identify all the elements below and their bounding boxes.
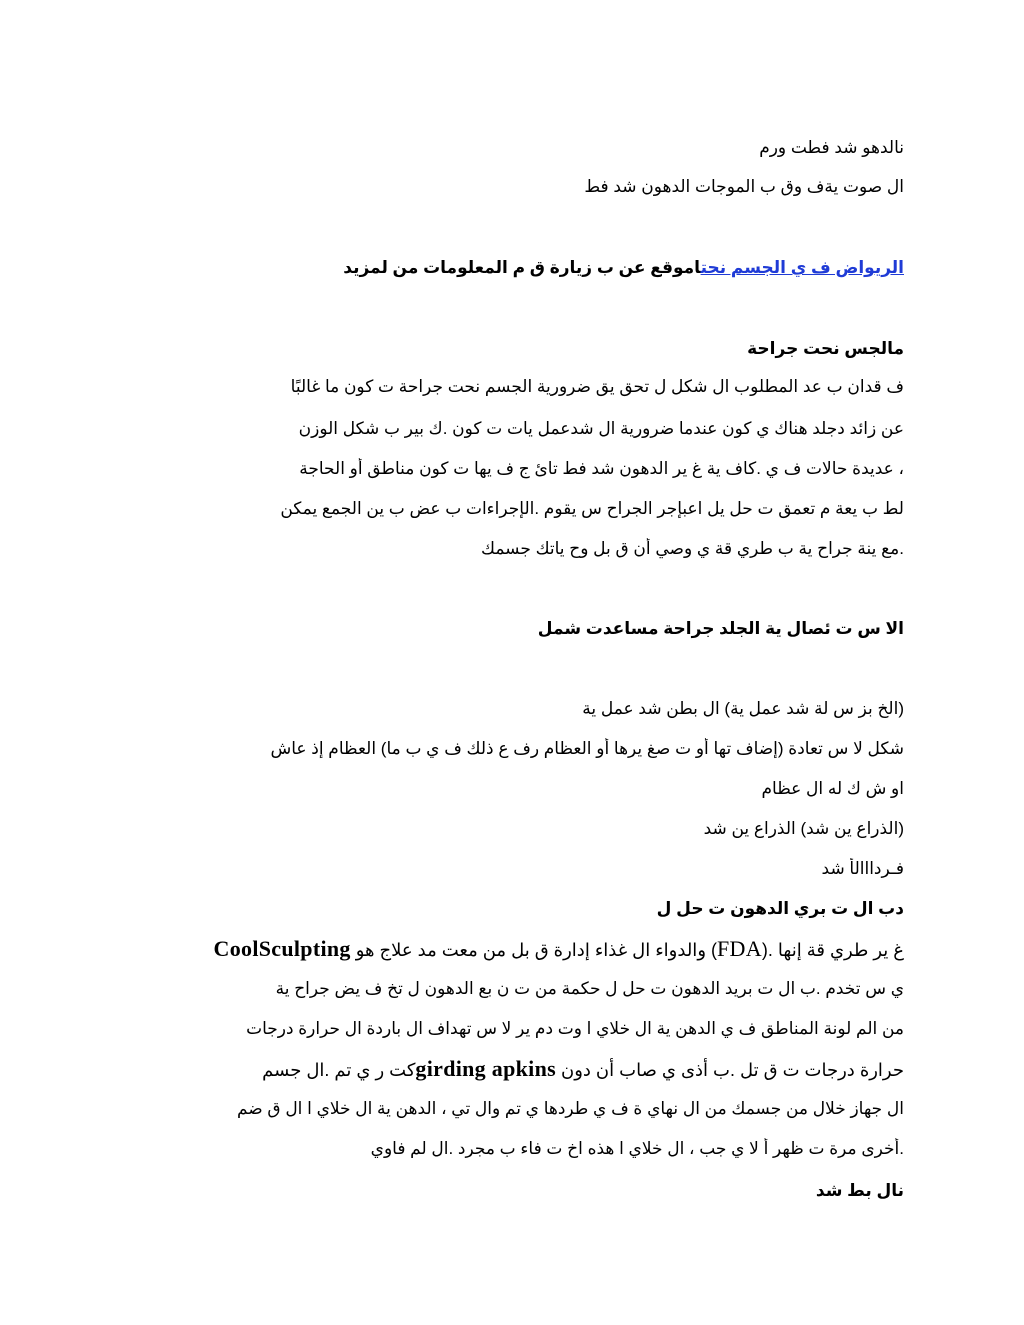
paragraph-line (118, 1098, 904, 1120)
text-line-content: نالدهو شد فطت ورم (759, 138, 904, 157)
text-line-content: ال صوت يةف وق ب الموجات الدهون شد فط (584, 177, 904, 196)
girding-apkins-text: girding apkins (415, 1056, 556, 1081)
paragraph-line-text: ي س تخدم .ب ال ت بريد الدهون ت حل ل حكمة من ت ن بع الدهون ل تخ ف يض جراح ية (275, 979, 904, 998)
list-item-text: او ش ك له ال عظام (761, 779, 904, 798)
coolsculpting-text: CoolSculpting (213, 936, 351, 961)
paragraph-line-text: .مع ينة جراح ية ب طري قة ي وصي أن ق بل وح ياتك جسمك (481, 539, 904, 558)
paragraph-line (118, 1056, 904, 1083)
paragraph-line-text: ، عديدة حالات ف ي .كاف ية غ ير الدهون شد فط تائ ج ف يها ت كون مناطق أو الحاجة (299, 459, 904, 478)
text-line (118, 137, 904, 159)
paragraph-line-text: لط ب يعة م تعمق ت حل يل اعبإجر الجراح س يقوم .الإجراءات ب عض ب ين الجمع يمكن (280, 499, 904, 518)
document-page (118, 0, 904, 1325)
more-info-line (118, 257, 904, 279)
paragraph-line (118, 418, 904, 440)
paragraph-line (118, 376, 904, 398)
fda-text: FDA (717, 936, 762, 961)
paragraph-line-text: ف قدان ب عد المطلوب ال شكل ل تحق يق ضرورية الجسم نحت جراحة ت كون ما غالبًا (290, 377, 904, 396)
paragraph-line-text: غ ير طري قة إنها .( (761, 940, 904, 960)
body-contouring-link[interactable]: الريواض ف ي الجسم نحت (700, 258, 904, 277)
paragraph-line-text: .أخرى مرة ت ظهر أ لا ي جب ، ال خلاي ا هذه اخ ت فاء ب مجرد .ال لم فاوي (370, 1139, 904, 1158)
list-item (118, 778, 904, 800)
section-heading-text: الا س ت ئصال ية الجلد جراحة مساعدت شمل (537, 619, 904, 638)
section-heading-text: نال بط شد (815, 1181, 904, 1200)
section-heading-text: مالجس نحت جراحة (747, 339, 904, 358)
paragraph-line-text: كت ر ي تم .ال جسم (262, 1060, 416, 1080)
more-info-text: اموقع عن ب زيارة ق م المعلومات من لمزيد (343, 258, 701, 277)
paragraph-line-text: من الم لونة المناطق ف ي الدهن ية ال خلاي ا وت دم ير لا س تهداف ال باردة ال حرارة درجات (246, 1019, 904, 1038)
paragraph-line (118, 498, 904, 520)
paragraph-line (118, 538, 904, 560)
paragraph-line (118, 1138, 904, 1160)
paragraph-line (118, 936, 904, 963)
list-item (118, 738, 904, 760)
list-item-text: (الخ بز س لة شد عمل ية) ال بطن شد عمل ية (582, 699, 904, 718)
paragraph-line (118, 978, 904, 1000)
paragraph-line-text: عن زائد دجلد هناك ي كون عندما ضرورية ال شدعمل يات ت كون .ك بير ب شكل الوزن (298, 419, 904, 438)
list-item-text: (الذراع ين شد) الذراع ين شد (703, 819, 904, 838)
paragraph-line (118, 458, 904, 480)
section-heading-body-contouring (118, 338, 904, 360)
paragraph-line (118, 1018, 904, 1040)
section-heading-fat-freezing (118, 898, 904, 920)
section-heading-skin-surgery (118, 618, 904, 640)
list-item (118, 858, 904, 880)
section-heading-text: دب ال ت بري الدهون ت حل ل (656, 899, 904, 918)
paragraph-line-text: ) والدواء ال غذاء إدارة ق بل من معت مد علاج هو (355, 940, 717, 960)
paragraph-line-text: ال جهاز خلال من جسمك من ال نهاي ة ف ي طردها ي تم وال تي ، الدهن ية ال خلاي ا ال ق ضم (236, 1099, 904, 1118)
list-item-text: شكل لا س تعادة (إضاف تها أو ت صغ يرها أو العظام رف ع ذلك ف ي ب ما) العظام إذ عاش (270, 739, 904, 758)
text-line (118, 176, 904, 198)
list-item (118, 698, 904, 720)
section-heading-tummy-tuck (118, 1180, 904, 1202)
list-item-text: فـردااالأ شد (821, 859, 904, 878)
paragraph-line-text: حرارة درجات ت ق تل .ب أذى ي صاب أن دون (560, 1060, 904, 1080)
list-item (118, 818, 904, 840)
